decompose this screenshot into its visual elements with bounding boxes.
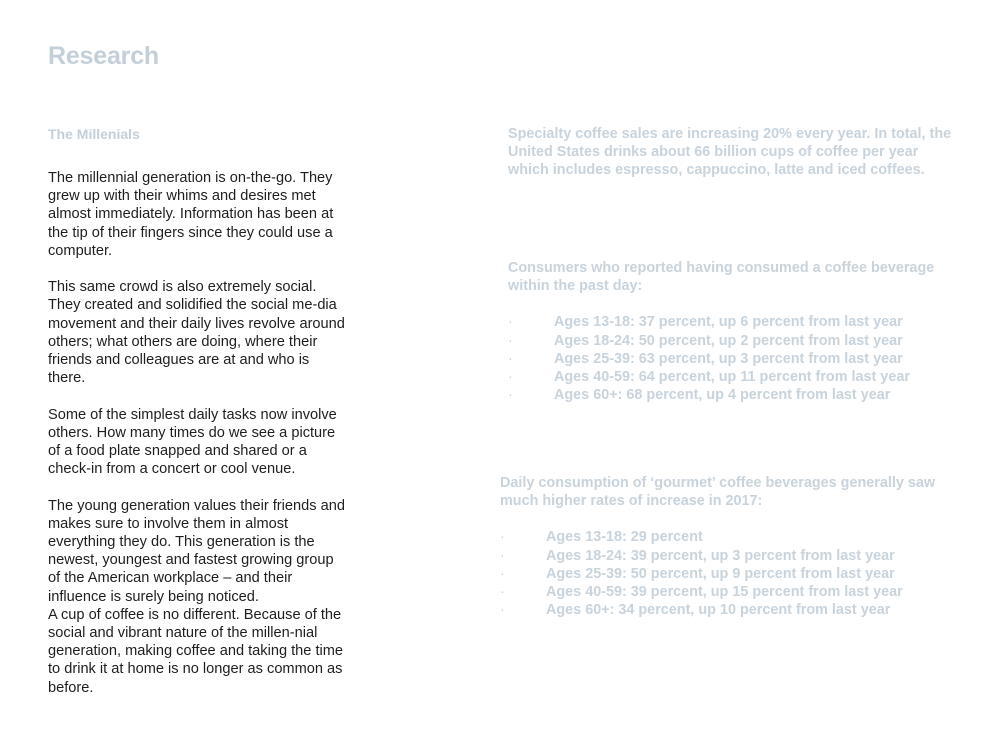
list-item xyxy=(500,547,940,565)
bullet-icon: · xyxy=(508,332,513,349)
bullet-icon: · xyxy=(500,565,505,582)
bullet-icon: · xyxy=(500,529,505,546)
list-item xyxy=(508,386,938,404)
list-item-text: Ages 13-18: 29 percent xyxy=(546,529,703,546)
body-paragraph: The young generation values their friends and makes sure to involve them in almost everything they do. This generation is the newest, youngest and fastest growing group of the American workplace – and their influence is surely being noticed. xyxy=(48,497,345,605)
bullet-icon: · xyxy=(508,314,513,331)
section-subtitle: The Millenials xyxy=(48,126,140,142)
past-day-list xyxy=(508,313,938,404)
list-item xyxy=(500,565,940,583)
gourmet-section xyxy=(500,474,940,619)
sales-text: Specialty coffee sales are increasing 20% every year. In total, the United States drinks about 66 billion cups of coffee per year which includes espresso, cappuccino, latte and iced coffees. xyxy=(508,126,952,179)
page-title: Research xyxy=(48,42,159,70)
list-item-text: Ages 25-39: 50 percent, up 9 percent from last year xyxy=(546,565,895,582)
bullet-icon: · xyxy=(500,547,505,564)
list-item-text: Ages 40-59: 39 percent, up 15 percent from last year xyxy=(546,584,903,601)
list-item-text: Ages 40-59: 64 percent, up 11 percent from last year xyxy=(554,369,910,386)
list-item xyxy=(500,601,940,619)
list-item xyxy=(500,528,940,546)
list-item-text: Ages 13-18: 37 percent, up 6 percent from last year xyxy=(554,314,903,331)
past-day-section xyxy=(508,259,938,404)
bullet-icon: · xyxy=(500,602,505,619)
body-paragraph: A cup of coffee is no different. Because of the social and vibrant nature of the millen-nial generation, making coffee and taking the time to drink it at home is no longer as common as before. xyxy=(48,606,344,696)
sales-callout xyxy=(508,125,958,180)
list-item xyxy=(508,313,938,331)
bullet-icon: · xyxy=(500,584,505,601)
list-item-text: Ages 25-39: 63 percent, up 3 percent from last year xyxy=(554,350,903,367)
list-item-text: Ages 60+: 68 percent, up 4 percent from last year xyxy=(554,387,891,404)
bullet-icon: · xyxy=(508,369,513,386)
gourmet-heading: Daily consumption of ‘gourmet’ coffee beverages generally saw much higher rates of increase in 2017: xyxy=(500,475,936,510)
past-day-heading: Consumers who reported having consumed a coffee beverage within the past day: xyxy=(508,260,935,295)
list-item-text: Ages 60+: 34 percent, up 10 percent from last year xyxy=(546,602,891,619)
body-text-column xyxy=(48,169,348,697)
body-paragraph: Some of the simplest daily tasks now involve others. How many times do we see a picture of a food plate snapped and shared or a check-in from a concert or cool venue. xyxy=(48,406,337,478)
list-item-text: Ages 18-24: 39 percent, up 3 percent from last year xyxy=(546,547,895,564)
gourmet-list xyxy=(500,528,940,619)
list-item-text: Ages 18-24: 50 percent, up 2 percent from last year xyxy=(554,332,903,349)
list-item xyxy=(500,583,940,601)
list-item xyxy=(508,368,938,386)
list-item xyxy=(508,350,938,368)
body-paragraph: The millennial generation is on-the-go. They grew up with their whims and desires met almost immediately. Information has been at the tip of their fingers since they could use a computer. xyxy=(48,170,334,259)
bullet-icon: · xyxy=(508,350,513,367)
bullet-icon: · xyxy=(508,387,513,404)
body-paragraph: This same crowd is also extremely social. They created and solidified the social me-dia movement and their daily lives revolve around others; what others are doing, where their friends and colleagues are at and who is there. xyxy=(48,279,345,387)
list-item xyxy=(508,332,938,350)
